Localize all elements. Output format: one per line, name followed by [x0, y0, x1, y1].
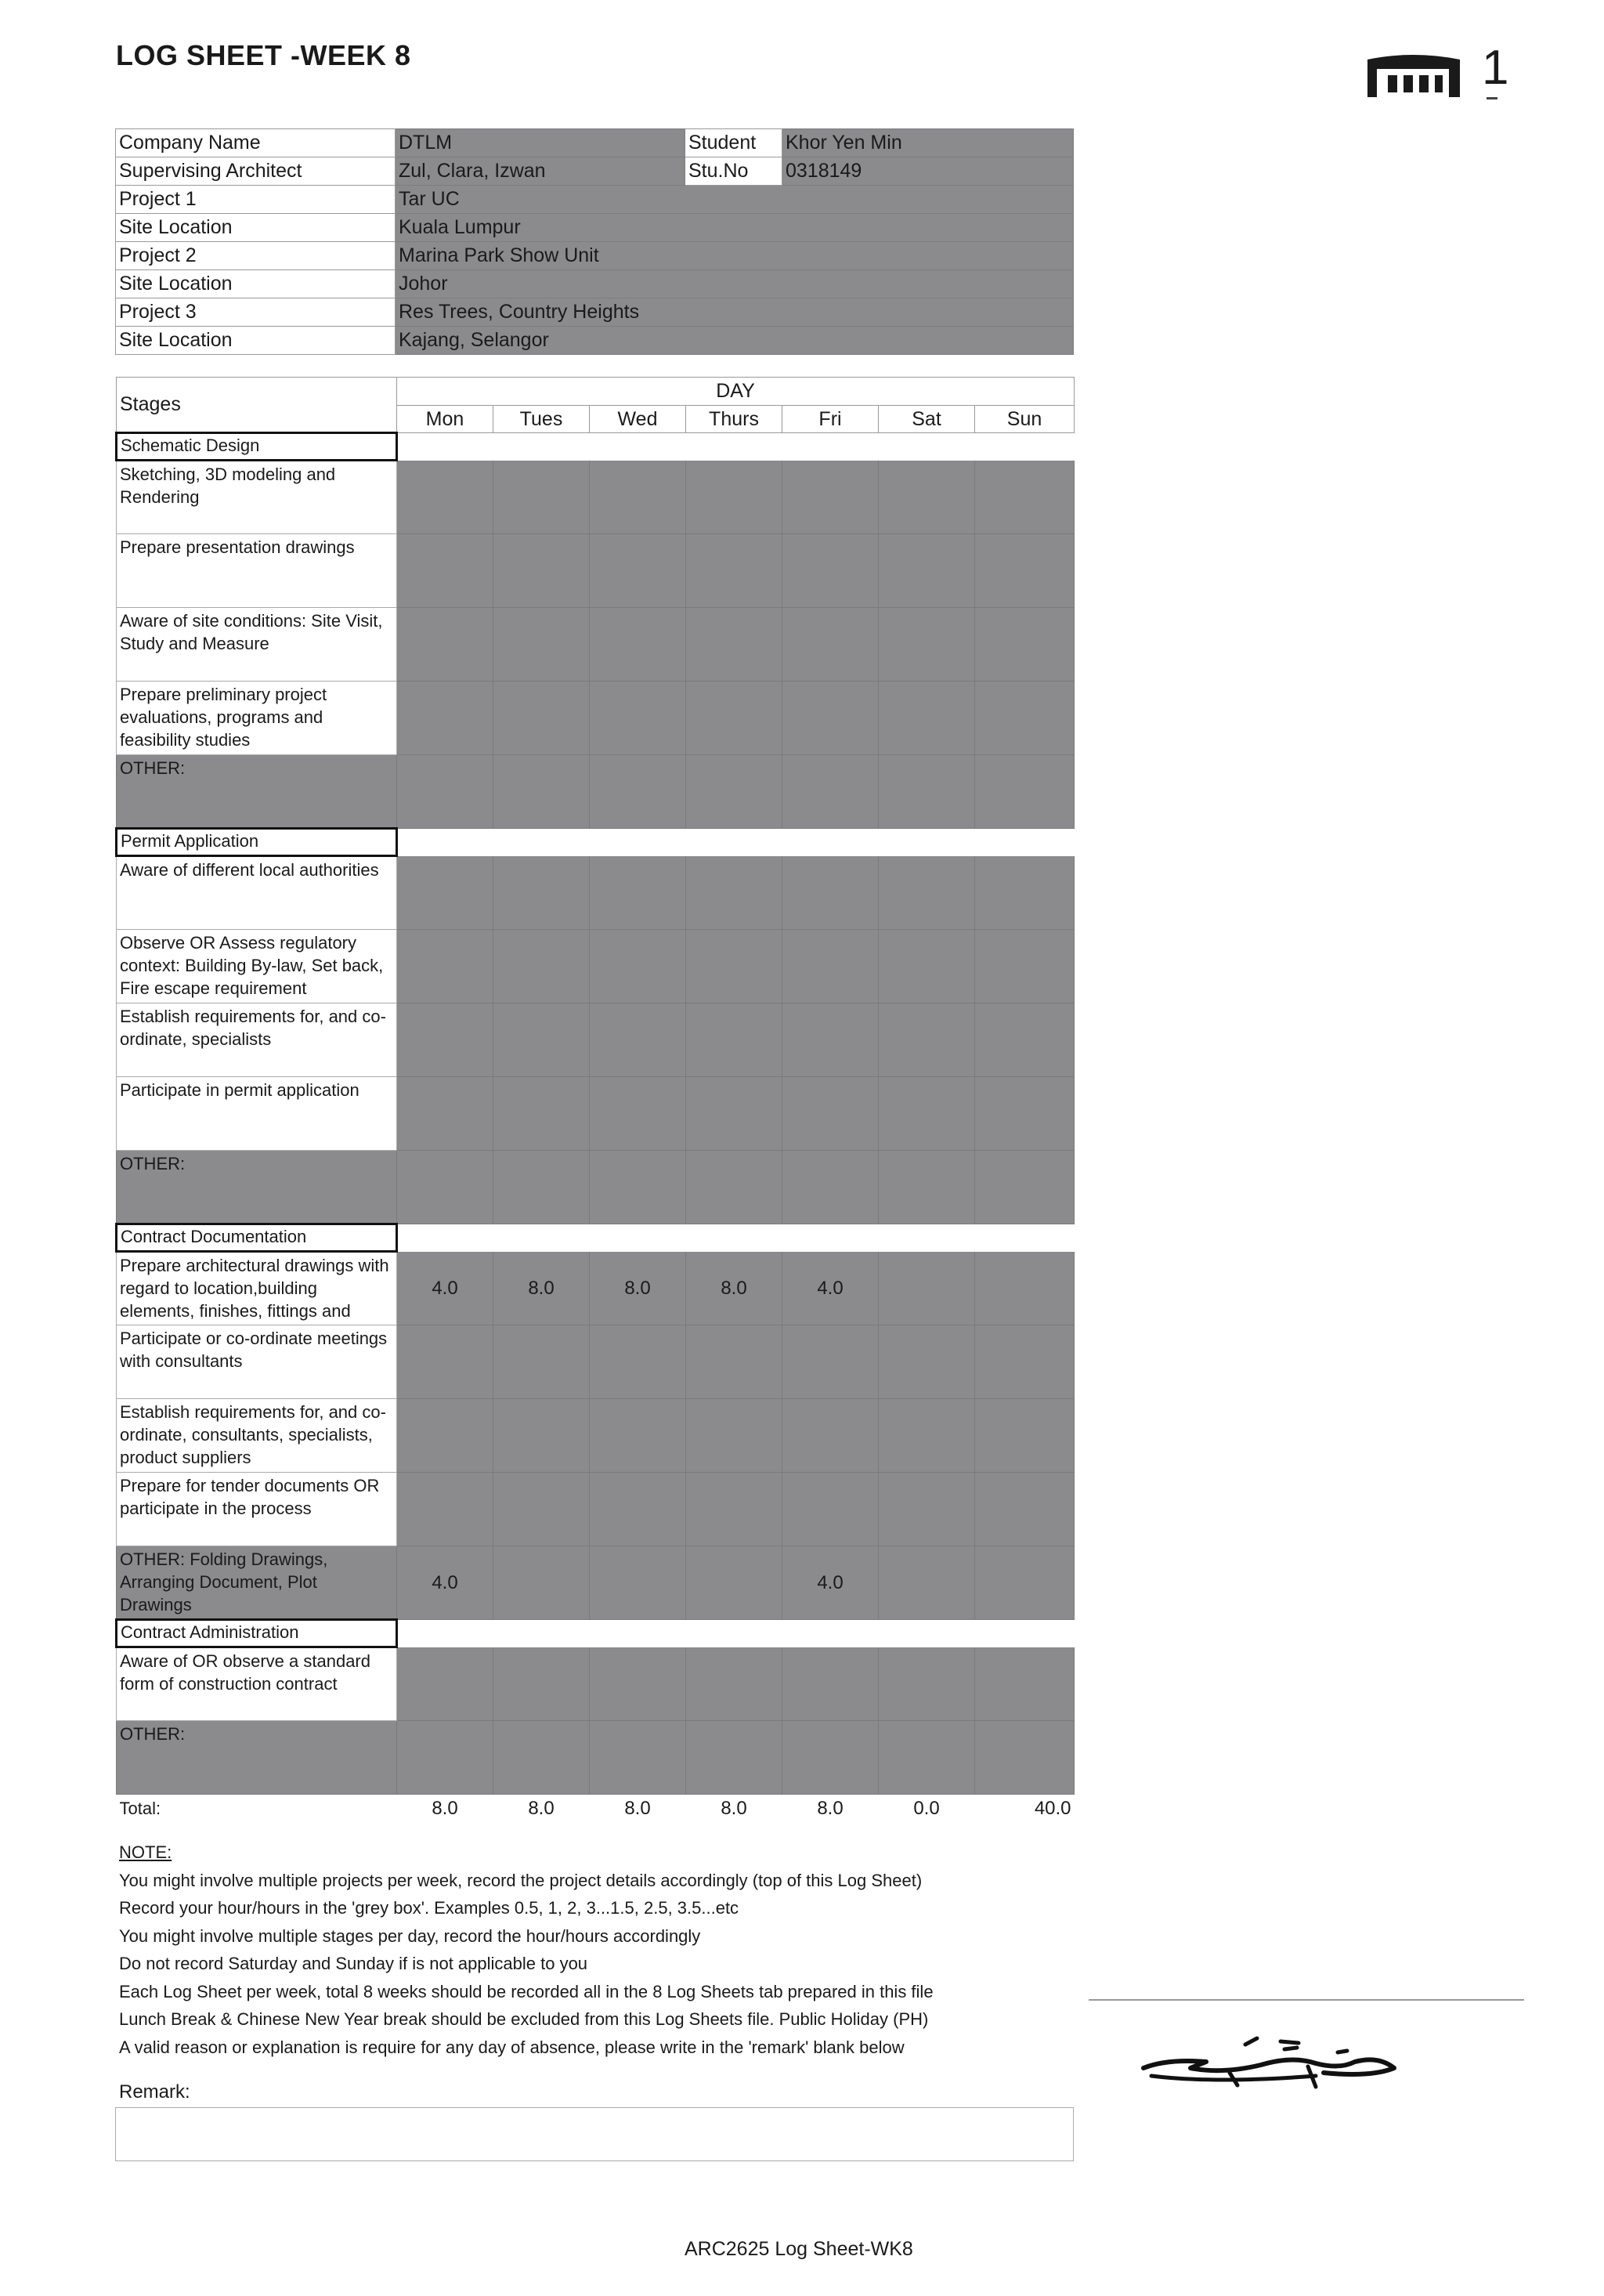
hours-cell[interactable]: [879, 534, 975, 608]
activity-row: [117, 1325, 1075, 1399]
note-line: You might involve multiple projects per week, record the project details accordingly (top of this Log Sheet): [119, 1870, 923, 1890]
stage-header-row: [117, 829, 1075, 856]
hours-wed[interactable]: [590, 1546, 686, 1620]
project-info-table: [115, 128, 1074, 355]
hours-cell[interactable]: [686, 1325, 782, 1399]
hours-cell[interactable]: [493, 682, 590, 755]
activity-row: [117, 1252, 1075, 1325]
hours-cell[interactable]: [686, 461, 782, 534]
hours-cell[interactable]: [590, 461, 686, 534]
hours-cell[interactable]: [397, 1003, 493, 1077]
hours-cell[interactable]: [686, 1721, 782, 1795]
signature-image: [1120, 2021, 1418, 2107]
total-week: 40.0: [975, 1795, 1075, 1823]
hours-cell[interactable]: [782, 461, 879, 534]
hours-cell[interactable]: [686, 1077, 782, 1151]
activity-label: Aware of OR observe a standard form of construction contract: [117, 1647, 397, 1721]
hours-cell[interactable]: [975, 856, 1075, 930]
other-row: [117, 755, 1075, 829]
hours-cell[interactable]: [782, 856, 879, 930]
stage-header-row: [117, 1620, 1075, 1647]
hours-cell[interactable]: [879, 930, 975, 1003]
stage-permit-application: Permit Application: [117, 829, 397, 856]
hours-cell[interactable]: [493, 608, 590, 682]
company-label: Company Name: [116, 129, 396, 157]
hours-cell[interactable]: [493, 1399, 590, 1473]
remark-field[interactable]: [115, 2107, 1074, 2161]
hours-cell[interactable]: [397, 1473, 493, 1546]
hours-cell[interactable]: [590, 1647, 686, 1721]
hours-cell[interactable]: [686, 1399, 782, 1473]
hours-cell[interactable]: [397, 1077, 493, 1151]
activity-row: [117, 856, 1075, 930]
hours-cell[interactable]: [975, 461, 1075, 534]
stuno-value: 0318149: [782, 157, 1074, 186]
activity-label: Aware of site conditions: Site Visit, Study and Measure: [117, 608, 397, 682]
project3-label: Project 3: [116, 298, 396, 327]
site1-label: Site Location: [116, 214, 396, 242]
day-wed: Wed: [590, 406, 686, 433]
hours-cell[interactable]: [879, 1325, 975, 1399]
project1-value: Tar UC: [396, 186, 1074, 214]
hours-cell[interactable]: [493, 930, 590, 1003]
info-row-project3: [116, 298, 1074, 327]
hours-cell[interactable]: [590, 930, 686, 1003]
day-sun: Sun: [975, 406, 1075, 433]
project1-label: Project 1: [116, 186, 396, 214]
day-thurs: Thurs: [686, 406, 782, 433]
hours-cell[interactable]: [975, 1473, 1075, 1546]
hours-cell[interactable]: [782, 1325, 879, 1399]
hours-cell[interactable]: [782, 930, 879, 1003]
hours-fri[interactable]: 4.0: [782, 1252, 879, 1325]
hours-thurs[interactable]: [686, 1546, 782, 1620]
hours-cell[interactable]: [686, 1003, 782, 1077]
activity-label: Participate or co-ordinate meetings with consultants: [117, 1325, 397, 1399]
info-row-site2: [116, 270, 1074, 298]
hours-cell[interactable]: [686, 1647, 782, 1721]
hours-sat[interactable]: [879, 1252, 975, 1325]
info-row-project2: [116, 242, 1074, 270]
activity-row: [117, 1647, 1075, 1721]
site3-value: Kajang, Selangor: [396, 327, 1074, 355]
note-line: Do not record Saturday and Sunday if is not applicable to you: [119, 1954, 588, 1973]
hours-cell[interactable]: [590, 1399, 686, 1473]
hours-cell[interactable]: [782, 1473, 879, 1546]
hours-cell[interactable]: [590, 608, 686, 682]
stage-blank: [397, 1620, 1075, 1647]
hours-cell[interactable]: [686, 608, 782, 682]
hours-cell[interactable]: [782, 755, 879, 829]
other-label: OTHER:: [117, 1721, 397, 1795]
hours-cell[interactable]: [975, 682, 1075, 755]
hours-cell[interactable]: [590, 682, 686, 755]
project2-label: Project 2: [116, 242, 396, 270]
hours-cell[interactable]: [686, 755, 782, 829]
other-row: [117, 1546, 1075, 1620]
note-line: Each Log Sheet per week, total 8 weeks should be recorded all in the 8 Log Sheets tab prepared in this file: [119, 1981, 934, 2001]
hours-cell[interactable]: [782, 1151, 879, 1224]
hours-cell[interactable]: [590, 755, 686, 829]
hours-cell[interactable]: [975, 534, 1075, 608]
activity-label: Prepare architectural drawings with regard to location,building elements, finishes, fittings and: [117, 1252, 397, 1325]
hours-cell[interactable]: [397, 856, 493, 930]
hours-cell[interactable]: [975, 1151, 1075, 1224]
hours-cell[interactable]: [493, 1003, 590, 1077]
stage-header-row: [117, 433, 1075, 461]
project2-value: Marina Park Show Unit: [396, 242, 1074, 270]
hours-cell[interactable]: [879, 1473, 975, 1546]
site2-label: Site Location: [116, 270, 396, 298]
hours-sat[interactable]: [879, 1546, 975, 1620]
hours-cell[interactable]: [590, 1721, 686, 1795]
day-mon: Mon: [397, 406, 493, 433]
hours-cell[interactable]: [975, 1647, 1075, 1721]
hours-cell[interactable]: [590, 1077, 686, 1151]
hours-cell[interactable]: [975, 1399, 1075, 1473]
remark-label: Remark:: [119, 2081, 190, 2103]
hours-cell[interactable]: [975, 1003, 1075, 1077]
hours-cell[interactable]: [782, 682, 879, 755]
activity-row: [117, 1399, 1075, 1473]
hours-cell[interactable]: [879, 461, 975, 534]
hours-cell[interactable]: [879, 1399, 975, 1473]
hours-cell[interactable]: [782, 1003, 879, 1077]
other-label: OTHER: Folding Drawings, Arranging Document, Plot Drawings: [117, 1546, 397, 1620]
hours-cell[interactable]: [590, 1151, 686, 1224]
hours-cell[interactable]: [397, 1721, 493, 1795]
hours-cell[interactable]: [493, 856, 590, 930]
info-row-project1: [116, 186, 1074, 214]
activity-label: Observe OR Assess regulatory context: Building By-law, Set back, Fire escape requirement: [117, 930, 397, 1003]
architect-value: Zul, Clara, Izwan: [396, 157, 685, 186]
hours-cell[interactable]: [782, 1721, 879, 1795]
hours-cell[interactable]: [397, 930, 493, 1003]
hours-cell[interactable]: [782, 1077, 879, 1151]
info-row-site1: [116, 214, 1074, 242]
stuno-label: Stu.No: [685, 157, 782, 186]
day-sat: Sat: [879, 406, 975, 433]
day-tues: Tues: [493, 406, 590, 433]
stage-header-row: [117, 1224, 1075, 1252]
hours-cell[interactable]: [686, 1473, 782, 1546]
activity-row: [117, 1003, 1075, 1077]
totals-row: [117, 1795, 1075, 1823]
activity-label: Prepare preliminary project evaluations, programs and feasibility studies: [117, 682, 397, 755]
site2-value: Johor: [396, 270, 1074, 298]
hours-cell[interactable]: [686, 1151, 782, 1224]
hours-cell[interactable]: [397, 1399, 493, 1473]
hours-cell[interactable]: [879, 682, 975, 755]
stage-contract-documentation: Contract Documentation: [117, 1224, 397, 1252]
hours-tues[interactable]: [493, 1546, 590, 1620]
total-sat: 0.0: [879, 1795, 975, 1823]
page-title: LOG SHEET -WEEK 8: [116, 39, 411, 71]
hours-cell[interactable]: [590, 856, 686, 930]
page-number-mark: [1487, 97, 1497, 99]
activity-row: [117, 534, 1075, 608]
note-line: A valid reason or explanation is require for any day of absence, please write in the 'remark' blank below: [119, 2037, 905, 2057]
architect-label: Supervising Architect: [116, 157, 396, 186]
activity-row: [117, 1473, 1075, 1546]
activity-label: Participate in permit application: [117, 1077, 397, 1151]
hours-cell[interactable]: [686, 682, 782, 755]
total-mon: 8.0: [397, 1795, 493, 1823]
hours-cell[interactable]: [975, 930, 1075, 1003]
hours-cell[interactable]: [782, 1647, 879, 1721]
total-fri: 8.0: [782, 1795, 879, 1823]
hours-mon[interactable]: 4.0: [397, 1546, 493, 1620]
activity-row: [117, 930, 1075, 1003]
hours-cell[interactable]: [782, 1399, 879, 1473]
signature-line: [1089, 1999, 1524, 2001]
hours-cell[interactable]: [397, 755, 493, 829]
stage-blank: [397, 1224, 1075, 1252]
hours-sun[interactable]: [975, 1546, 1075, 1620]
project3-value: Res Trees, Country Heights: [396, 298, 1074, 327]
stage-contract-administration: Contract Administration: [117, 1620, 397, 1647]
other-row: [117, 1721, 1075, 1795]
university-logo: [1364, 52, 1463, 100]
hours-cell[interactable]: [782, 534, 879, 608]
hours-cell[interactable]: [397, 1647, 493, 1721]
hours-cell[interactable]: [686, 534, 782, 608]
activity-label: Sketching, 3D modeling and Rendering: [117, 461, 397, 534]
site3-label: Site Location: [116, 327, 396, 355]
hours-cell[interactable]: [397, 608, 493, 682]
hours-cell[interactable]: [686, 930, 782, 1003]
activity-row: [117, 608, 1075, 682]
hours-tues[interactable]: 8.0: [493, 1252, 590, 1325]
hours-cell[interactable]: [493, 1325, 590, 1399]
day-fri: Fri: [782, 406, 879, 433]
log-table: [115, 377, 1075, 1823]
hours-cell[interactable]: [590, 1325, 686, 1399]
hours-cell[interactable]: [493, 755, 590, 829]
hours-cell[interactable]: [879, 1151, 975, 1224]
company-value: DTLM: [396, 129, 685, 157]
hours-cell[interactable]: [975, 755, 1075, 829]
hours-cell[interactable]: [975, 608, 1075, 682]
day-header: DAY: [397, 378, 1075, 406]
hours-mon[interactable]: 4.0: [397, 1252, 493, 1325]
page-footer: ARC2625 Log Sheet-WK8: [685, 2238, 913, 2260]
total-tues: 8.0: [493, 1795, 590, 1823]
hours-cell[interactable]: [493, 1151, 590, 1224]
hours-cell[interactable]: [686, 856, 782, 930]
hours-sun[interactable]: [975, 1252, 1075, 1325]
total-thurs: 8.0: [686, 1795, 782, 1823]
hours-cell[interactable]: [397, 1325, 493, 1399]
activity-row: [117, 682, 1075, 755]
hours-cell[interactable]: [879, 1721, 975, 1795]
note-line: You might involve multiple stages per day, record the hour/hours accordingly: [119, 1925, 701, 1946]
hours-cell[interactable]: [397, 461, 493, 534]
hours-cell[interactable]: [879, 755, 975, 829]
hours-cell[interactable]: [782, 608, 879, 682]
other-label: OTHER:: [117, 1151, 397, 1224]
site1-value: Kuala Lumpur: [396, 214, 1074, 242]
hours-cell[interactable]: [590, 534, 686, 608]
stage-schematic-design: Schematic Design: [117, 433, 397, 461]
hours-cell[interactable]: [879, 1003, 975, 1077]
info-row-site3: [116, 327, 1074, 355]
total-label: Total:: [117, 1795, 397, 1823]
stage-blank: [397, 829, 1075, 856]
activity-row: [117, 461, 1075, 534]
page-number: 1: [1482, 41, 1509, 95]
note-line: Lunch Break & Chinese New Year break should be excluded from this Log Sheets file. Public Holiday (PH): [119, 2009, 929, 2029]
student-label: Student: [685, 129, 782, 157]
hours-cell[interactable]: [493, 1077, 590, 1151]
student-value: Khor Yen Min: [782, 129, 1074, 157]
total-wed: 8.0: [590, 1795, 686, 1823]
hours-cell[interactable]: [879, 608, 975, 682]
info-row-architect: [116, 157, 1074, 186]
hours-cell[interactable]: [879, 856, 975, 930]
hours-cell[interactable]: [493, 461, 590, 534]
hours-cell[interactable]: [975, 1325, 1075, 1399]
hours-cell[interactable]: [397, 534, 493, 608]
hours-cell[interactable]: [493, 1473, 590, 1546]
notes-section: [119, 1839, 934, 2061]
hours-cell[interactable]: [879, 1647, 975, 1721]
hours-cell[interactable]: [397, 682, 493, 755]
hours-cell[interactable]: [397, 1151, 493, 1224]
activity-label: Establish requirements for, and co-ordinate, consultants, specialists, product suppliers: [117, 1399, 397, 1473]
hours-thurs[interactable]: 8.0: [686, 1252, 782, 1325]
day-header-row: [117, 378, 1075, 406]
activity-label: Establish requirements for, and co-ordinate, specialists: [117, 1003, 397, 1077]
activity-label: Prepare for tender documents OR participate in the process: [117, 1473, 397, 1546]
activity-row: [117, 1077, 1075, 1151]
activity-label: Aware of different local authorities: [117, 856, 397, 930]
stages-header: Stages: [117, 378, 397, 433]
other-row: [117, 1151, 1075, 1224]
info-row-company: [116, 129, 1074, 157]
hours-wed[interactable]: 8.0: [590, 1252, 686, 1325]
stage-blank: [397, 433, 1075, 461]
hours-cell[interactable]: [975, 1077, 1075, 1151]
hours-cell[interactable]: [879, 1077, 975, 1151]
hours-cell[interactable]: [975, 1721, 1075, 1795]
hours-cell[interactable]: [493, 1647, 590, 1721]
hours-cell[interactable]: [493, 1721, 590, 1795]
hours-cell[interactable]: [590, 1473, 686, 1546]
hours-cell[interactable]: [590, 1003, 686, 1077]
note-line: Record your hour/hours in the 'grey box'. Examples 0.5, 1, 2, 3...1.5, 2.5, 3.5...etc: [119, 1898, 739, 1918]
notes-heading: NOTE:: [119, 1842, 172, 1862]
hours-cell[interactable]: [493, 534, 590, 608]
activity-label: Prepare presentation drawings: [117, 534, 397, 608]
other-label: OTHER:: [117, 755, 397, 829]
hours-fri[interactable]: 4.0: [782, 1546, 879, 1620]
